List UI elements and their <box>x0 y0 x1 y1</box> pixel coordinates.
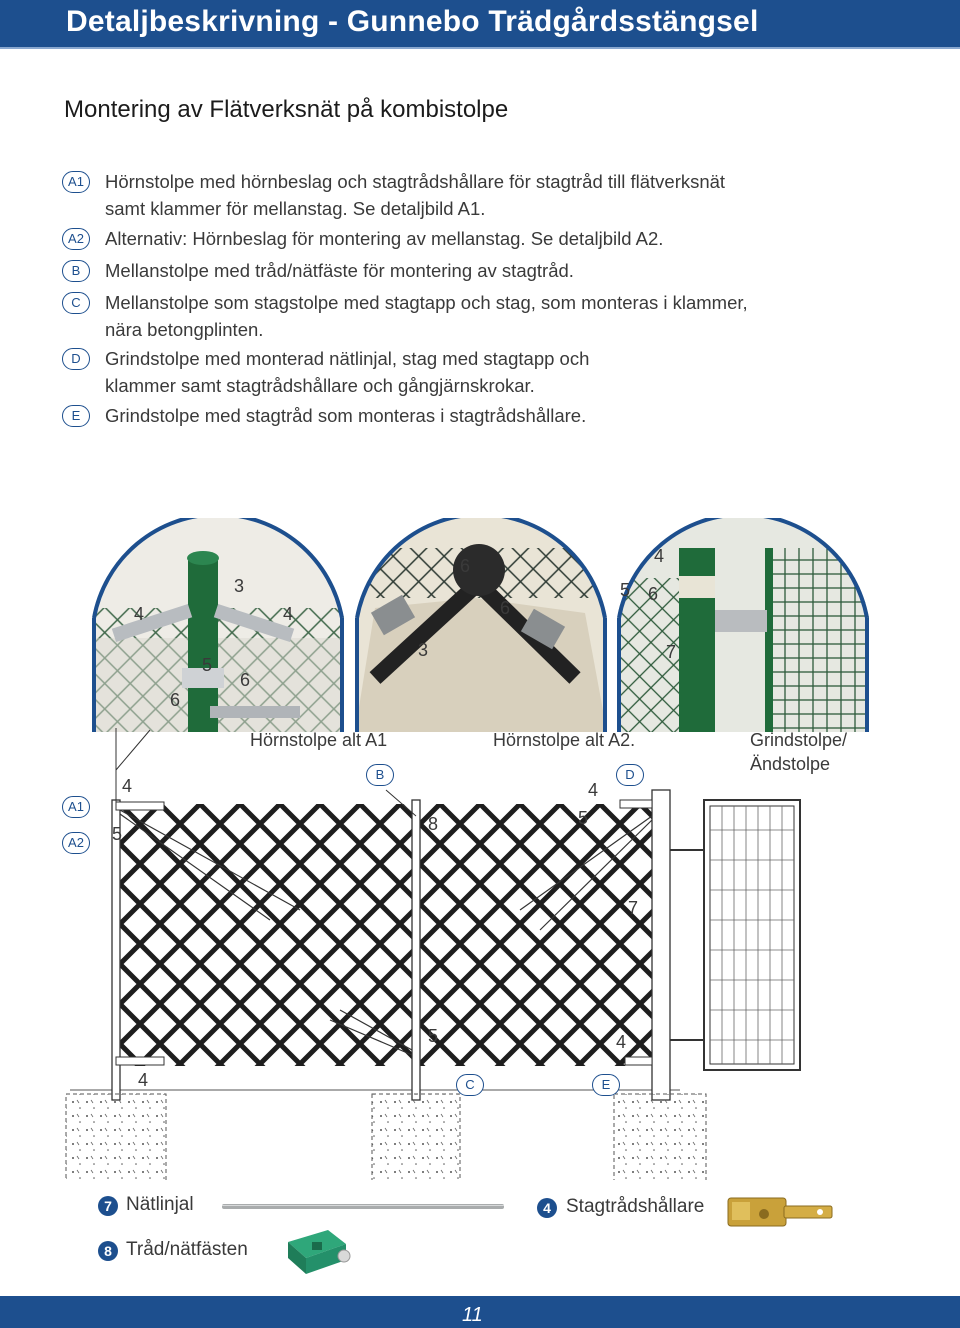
list-item-a1 <box>62 168 842 222</box>
diagram-code-badge: C <box>456 1074 484 1096</box>
page-number: 11 <box>462 1304 483 1326</box>
item-description: Hörnstolpe med hörnbeslag och stagtrådshållare för stagtråd till flätverksnät samt klammer för mellanstag. Se detaljbild A1. <box>105 171 726 219</box>
item-code-badge: C <box>62 292 90 314</box>
fence-diagram <box>0 720 960 1180</box>
photo-number: 4 <box>134 604 145 624</box>
item-code-badge: E <box>62 405 90 427</box>
diagram-number: 4 <box>122 776 133 796</box>
diagram-code-badge: A2 <box>62 832 90 854</box>
photo-number: 5 <box>202 655 213 675</box>
item-description: Mellanstolpe med tråd/nätfäste för montering av stagtråd. <box>105 260 574 281</box>
page-header-title: Detaljbeskrivning - Gunnebo Trädgårdsstängsel <box>66 5 759 38</box>
list-item-a2 <box>62 225 842 252</box>
photo-number: 6 <box>240 670 251 690</box>
legend-label: Tråd/nätfästen <box>126 1239 248 1260</box>
photo-caption: Grindstolpe/ Ändstolpe <box>750 730 848 774</box>
diagram-number: 4 <box>138 1070 149 1090</box>
list-item-c <box>62 289 842 343</box>
diagram-code-badge: B <box>366 764 394 786</box>
diagram-number: 7 <box>628 898 639 918</box>
diagram-number: 8 <box>428 814 439 834</box>
list-item-d <box>62 345 842 399</box>
legend-label: Nätlinjal <box>126 1194 194 1215</box>
photo-number: 6 <box>648 584 659 604</box>
item-code-badge: A1 <box>62 171 90 193</box>
item-description: Grindstolpe med monterad nätlinjal, stag med stagtapp och klammer samt stagtrådshållare och gångjärnskrokar. <box>105 348 590 396</box>
diagram-code-badge: A1 <box>62 796 90 818</box>
tensioner-icon <box>724 1192 836 1236</box>
photo-number: 3 <box>418 640 429 660</box>
list-item-b <box>62 257 842 284</box>
diagram-number: 5 <box>112 824 123 844</box>
item-code-badge: D <box>62 348 90 370</box>
net-ruler-icon <box>222 1203 504 1211</box>
diagram-code-badge: E <box>592 1074 620 1096</box>
photo-number: 4 <box>283 604 294 624</box>
photo-number: 3 <box>234 576 245 596</box>
photo-corner-post-a2 <box>355 518 607 732</box>
section-title: Montering av Flätverksnät på kombistolpe <box>64 96 509 123</box>
item-code-badge: A2 <box>62 228 90 250</box>
list-item-e <box>62 402 842 429</box>
wire-fastener-icon <box>282 1222 362 1282</box>
photo-number: 6 <box>500 598 511 618</box>
diagram-number: 5 <box>428 1026 439 1046</box>
photo-corner-post-a1 <box>92 518 344 732</box>
item-description: Mellanstolpe som stagstolpe med stagtapp och stag, som monteras i klammer, nära betongplinten. <box>105 292 748 340</box>
photo-number: 6 <box>460 556 471 576</box>
photo-caption: Hörnstolpe alt A2. <box>493 730 636 750</box>
photo-number: 7 <box>666 642 677 662</box>
diagram-number: 4 <box>588 780 599 800</box>
photo-number: 5 <box>620 580 631 600</box>
photo-number: 4 <box>654 546 665 566</box>
photo-number: 6 <box>170 690 181 710</box>
legend-number-badge: 8 <box>98 1241 118 1261</box>
diagram-number: 5 <box>578 808 589 828</box>
legend-number-badge: 4 <box>537 1198 557 1218</box>
diagram-code-badge: D <box>616 764 644 786</box>
diagram-number: 4 <box>616 1032 627 1052</box>
item-description: Grindstolpe med stagtråd som monteras i stagtrådshållare. <box>105 405 587 426</box>
legend-label: Stagtrådshållare <box>566 1196 705 1217</box>
legend-number-badge: 7 <box>98 1196 118 1216</box>
header-divider <box>0 47 960 49</box>
item-code-badge: B <box>62 260 90 282</box>
item-description: Alternativ: Hörnbeslag för montering av mellanstag. Se detaljbild A2. <box>105 228 664 249</box>
photo-caption: Hörnstolpe alt A1 <box>250 730 388 750</box>
